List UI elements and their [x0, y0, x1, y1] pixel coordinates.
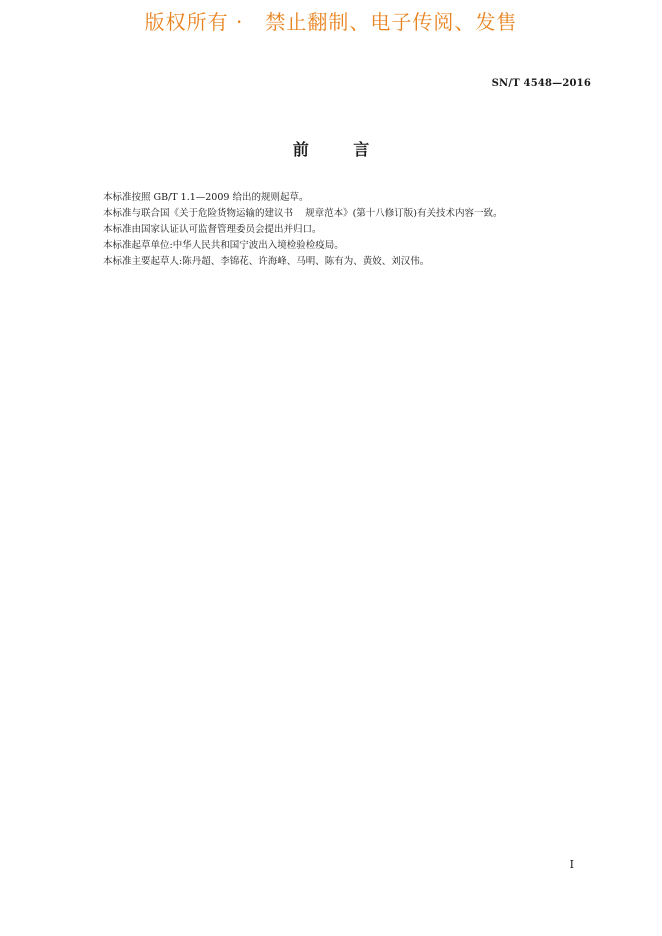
section-title-foreword: 前 言 — [292, 140, 370, 159]
paragraph-consistency: 本标准与联合国《关于危险货物运输的建议书 规章范本》(第十八修订版)有关技术内容一致。 — [103, 208, 503, 219]
paragraph-drafting-rules: 本标准按照 GB/T 1.1—2009 给出的规则起草。 — [103, 192, 309, 203]
paragraph-proposer: 本标准由国家认证认可监督管理委员会提出并归口。 — [103, 224, 322, 235]
page-number: I — [569, 858, 574, 871]
paragraph-drafting-unit: 本标准起草单位:中华人民共和国宁波出入境检验检疫局。 — [103, 240, 344, 251]
watermark-banner: 版权所有 · 禁止翻制、电子传阅、发售 — [144, 10, 518, 34]
paragraph-drafters: 本标准主要起草人:陈丹超、李锦花、许海峰、马明、陈有为、黄姣、刘汉伟。 — [103, 256, 430, 267]
foreword-body — [103, 190, 593, 270]
standard-code: SN/T 4548—2016 — [491, 78, 591, 89]
